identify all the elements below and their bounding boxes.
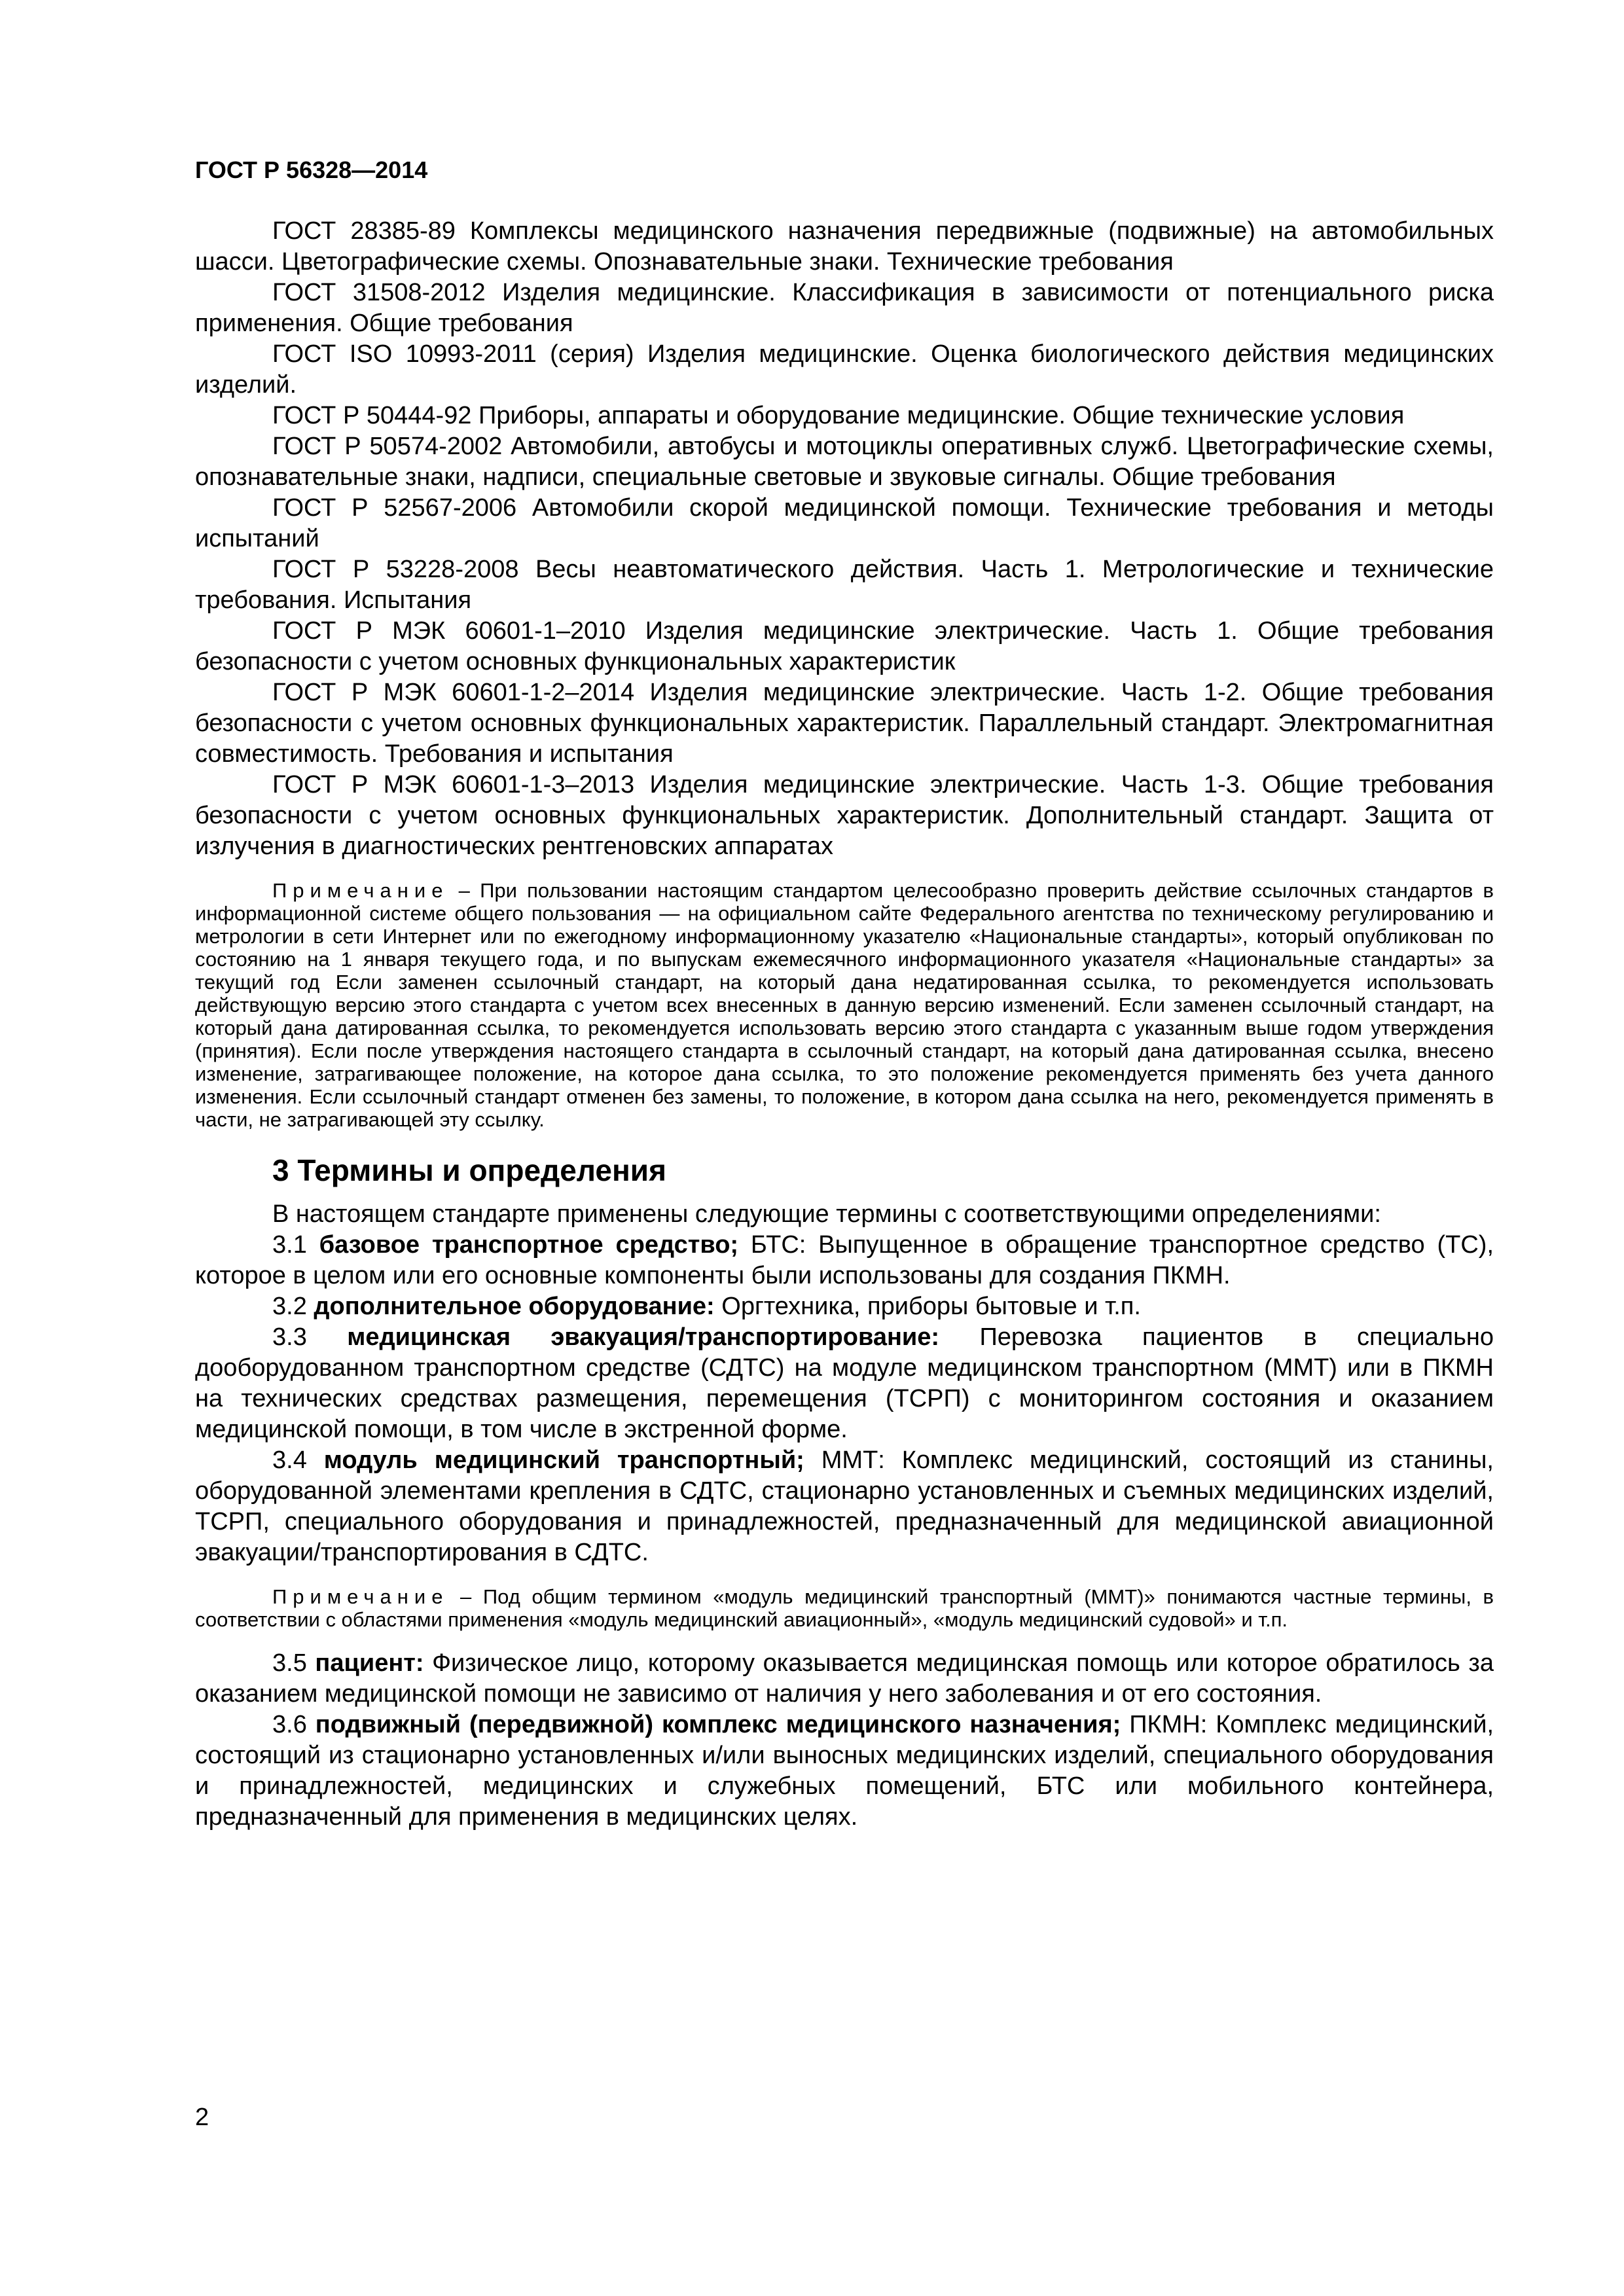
reference-item: ГОСТ Р МЭК 60601-1-2–2014 Изделия медицинские электрические. Часть 1-2. Общие требования безопасности с учетом основных функциональных характеристик. Параллельный стандарт. Электромагнитная совместимость. Требования и испытания [195, 679, 1494, 768]
document-header: ГОСТ Р 56328—2014 [195, 156, 428, 183]
term-number: 3.4 [272, 1446, 307, 1474]
note-references [195, 879, 1494, 1131]
reference-item: ГОСТ Р МЭК 60601-1-3–2013 Изделия медицинские электрические. Часть 1-3. Общие требования безопасности с учетом основных функциональных характеристик. Дополнительный стандарт. Защита от излучения в диагностических рентгеновских аппаратах [195, 771, 1494, 860]
term-number: 3.6 [272, 1711, 307, 1738]
term-definition: Оргтехника, приборы бытовые и т.п. [721, 1293, 1141, 1320]
reference-item: ГОСТ Р 52567-2006 Автомобили скорой медицинской помощи. Технические требования и методы испытаний [195, 494, 1494, 552]
reference-item: ГОСТ 28385-89 Комплексы медицинского назначения передвижные (подвижные) на автомобильных шасси. Цветографические схемы. Опознавательные знаки. Технические требования [195, 217, 1494, 276]
reference-item: ГОСТ 31508-2012 Изделия медицинские. Классификация в зависимости от потенциального риска применения. Общие требования [195, 279, 1494, 337]
term-name: пациент: [315, 1649, 424, 1677]
page-content [195, 216, 1494, 1833]
term-number: 3.5 [272, 1649, 307, 1677]
reference-item: ГОСТ Р 53228-2008 Весы неавтоматического действия. Часть 1. Метрологические и технические требования. Испытания [195, 556, 1494, 614]
term-name: медицинская эвакуация/транспортирование: [347, 1323, 940, 1351]
term-number: 3.2 [272, 1293, 307, 1320]
term-number: 3.1 [272, 1231, 307, 1259]
term-definition: Физическое лицо, которому оказывается медицинская помощь или которое обратилось за оказанием медицинской помощи не зависимо от наличия у него заболевания и от его состояния. [195, 1649, 1494, 1708]
term-name: модуль медицинский транспортный; [323, 1446, 804, 1474]
term-name: подвижный (передвижной) комплекс медицинского назначения; [315, 1711, 1121, 1738]
note-text: – Под общим термином «модуль медицинский транспортный (ММТ)» понимаются частные термины, в соответствии с областями применения «модуль медицинский авиационный», «модуль медицинский судовой» и т.п. [195, 1585, 1494, 1631]
note-label: Примечание [272, 1585, 449, 1608]
term-item [195, 1322, 1494, 1445]
term-definition: Перевозка пациентов в специально дооборудованном транспортном средстве (СДТС) на модуле медицинском транспортном (ММТ) или в ПКМН на технических средствах размещения, перемещения (ТСРП) с мониторингом состояния и оказанием медицинской помощи, в том числе в экстренной форме. [195, 1323, 1494, 1443]
section-title: 3 Термины и определения [272, 1153, 666, 1187]
term-item [195, 1648, 1494, 1710]
reference-item: ГОСТ Р 50444-92 Приборы, аппараты и оборудование медицинские. Общие технические условия [272, 402, 1405, 429]
term-item [195, 1230, 1494, 1291]
reference-item: ГОСТ ISO 10993-2011 (серия) Изделия медицинские. Оценка биологического действия медицинских изделий. [195, 340, 1494, 399]
term-definition: ММТ: Комплекс медицинский, состоящий из станины, оборудованной элементами крепления в СДТС, стационарно установленных и съемных медицинских изделий, ТСРП, специального оборудования и принадлежностей, предназначенный для медицинской авиационной эвакуации/транспортирования в СДТС. [195, 1446, 1494, 1566]
note-text: – При пользовании настоящим стандартом целесообразно проверить действие ссылочных стандартов в информационной системе общего пользования — на официальном сайте Федерального агентства по техническому регулированию и метрологии в сети Интернет или по ежегодному информационному указателю «Национальные стандарты», который опубликован по состоянию на 1 января текущего года, и по выпускам ежемесячного информационного указателя «Национальные стандарты» за текущий год Если заменен ссылочный стандарт, на который дана недатированная ссылка, то рекомендуется использовать действующую версию этого стандарта с учетом всех внесенных в данную версию изменений. Если заменен ссылочный стандарт, на который дана датированная ссылка, то рекомендуется использовать версию этого стандарта с указанным выше годом утверждения (принятия). Если после утверждения настоящего стандарта в ссылочный стандарт, на который дана датированная ссылка, внесено изменение, затрагивающее положение, на которое дана ссылка, то это положение рекомендуется применять без учета данного изменения. Если ссылочный стандарт отменен без замены, то положение, в котором дана ссылка на него, рекомендуется применять в части, не затрагивающей эту ссылку. [195, 879, 1494, 1131]
term-name: базовое транспортное средство; [319, 1231, 739, 1259]
term-name: дополнительное оборудование: [314, 1293, 715, 1320]
note-label: Примечание [272, 879, 449, 902]
reference-item: ГОСТ Р МЭК 60601-1–2010 Изделия медицинские электрические. Часть 1. Общие требования безопасности с учетом основных функциональных характеристик [195, 617, 1494, 675]
term-item [195, 1710, 1494, 1833]
term-item [195, 1445, 1494, 1568]
page-number: 2 [195, 2104, 209, 2131]
term-definition: БТС: Выпущенное в обращение транспортное средство (ТС), которое в целом или его основные компоненты были использованы для создания ПКМН. [195, 1231, 1494, 1289]
term-number: 3.3 [272, 1323, 307, 1351]
reference-item: ГОСТ Р 50574-2002 Автомобили, автобусы и мотоциклы оперативных служб. Цветографические схемы, опознавательные знаки, надписи, специальные световые и звуковые сигналы. Общие требования [195, 433, 1494, 491]
section-intro: В настоящем стандарте применены следующие термины с соответствующими определениями: [272, 1200, 1381, 1228]
note-term [195, 1585, 1494, 1631]
term-item [195, 1291, 1494, 1322]
term-definition: ПКМН: Комплекс медицинский, состоящий из стационарно установленных и/или выносных медицинских изделий, специального оборудования и принадлежностей, медицинских и служебных помещений, БТС или мобильного контейнера, предназначенный для применения в медицинских целях. [195, 1711, 1494, 1831]
